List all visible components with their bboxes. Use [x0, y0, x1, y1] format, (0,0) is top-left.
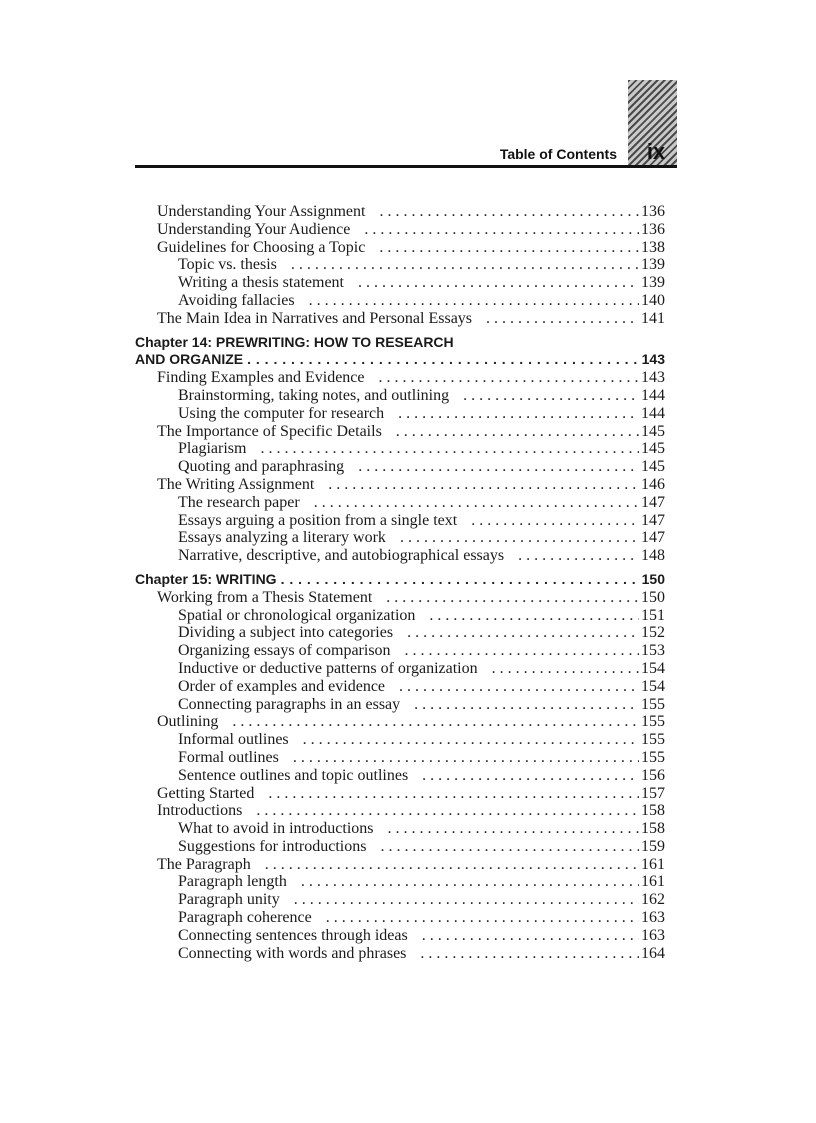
toc-subentry[interactable]: Connecting with words and phrases . . . 164 — [135, 945, 665, 963]
toc-chapter-14 — [135, 334, 665, 565]
toc-entry[interactable]: The Main Idea in Narratives and Personal Essays . . . 141 — [135, 310, 665, 328]
toc-subentry[interactable]: Topic vs. thesis . . . 139 — [135, 256, 665, 274]
toc-entry[interactable]: Outlining . . . 155 — [135, 713, 665, 731]
toc-entry[interactable]: Getting Started . . . 157 — [135, 785, 665, 803]
toc-entry[interactable]: The Importance of Specific Details . . . 145 — [135, 423, 665, 441]
chapter-15-heading[interactable]: Chapter 15: WRITING . . . 150 — [135, 571, 665, 589]
table-of-contents — [135, 203, 665, 968]
toc-subentry[interactable]: Paragraph unity . . . 162 — [135, 891, 665, 909]
toc-subentry[interactable]: Quoting and paraphrasing . . . 145 — [135, 458, 665, 476]
toc-subentry[interactable]: Connecting paragraphs in an essay . . . 155 — [135, 696, 665, 714]
toc-entry[interactable]: The Paragraph . . . 161 — [135, 856, 665, 874]
toc-subentry[interactable]: Narrative, descriptive, and autobiographical essays . . . 148 — [135, 547, 665, 565]
toc-entry[interactable]: The Writing Assignment . . . 146 — [135, 476, 665, 494]
toc-subentry[interactable]: Paragraph length . . . 161 — [135, 873, 665, 891]
toc-subentry[interactable]: Dividing a subject into categories . . . 152 — [135, 624, 665, 642]
page-number: ix — [646, 139, 666, 164]
toc-subentry[interactable]: Essays analyzing a literary work . . . 147 — [135, 529, 665, 547]
toc-entry[interactable]: Understanding Your Audience . . . 136 — [135, 221, 665, 239]
toc-entry[interactable]: Introductions . . . 158 — [135, 802, 665, 820]
chapter-14-title-line1[interactable]: Chapter 14: PREWRITING: HOW TO RESEARCH — [135, 333, 454, 350]
toc-subentry[interactable]: Organizing essays of comparison . . . 153 — [135, 642, 665, 660]
running-header-title: Table of Contents — [499, 146, 617, 162]
toc-subentry[interactable]: Brainstorming, taking notes, and outlining . . . 144 — [135, 387, 665, 405]
toc-subentry[interactable]: Inductive or deductive patterns of organization . . . 154 — [135, 660, 665, 678]
toc-section-continued — [135, 203, 665, 328]
toc-chapter-15 — [135, 571, 665, 963]
toc-subentry[interactable]: Connecting sentences through ideas . . . 163 — [135, 927, 665, 945]
toc-subentry[interactable]: Writing a thesis statement . . . 139 — [135, 274, 665, 292]
toc-entry[interactable]: Guidelines for Choosing a Topic . . . 138 — [135, 239, 665, 257]
toc-subentry[interactable]: Suggestions for introductions . . . 159 — [135, 838, 665, 856]
toc-subentry[interactable]: Order of examples and evidence . . . 154 — [135, 678, 665, 696]
toc-subentry[interactable]: Essays arguing a position from a single text . . . 147 — [135, 512, 665, 530]
toc-subentry[interactable]: The research paper . . . 147 — [135, 494, 665, 512]
toc-subentry[interactable]: Paragraph coherence . . . 163 — [135, 909, 665, 927]
toc-subentry[interactable]: Avoiding fallacies . . . 140 — [135, 292, 665, 310]
header-rule — [135, 165, 677, 168]
toc-entry[interactable]: Working from a Thesis Statement . . . 150 — [135, 589, 665, 607]
toc-entry[interactable]: Finding Examples and Evidence . . . 143 — [135, 369, 665, 387]
toc-subentry[interactable]: Informal outlines . . . 155 — [135, 731, 665, 749]
toc-subentry[interactable]: Sentence outlines and topic outlines . . . 156 — [135, 767, 665, 785]
toc-subentry[interactable]: Spatial or chronological organization . . . 151 — [135, 607, 665, 625]
toc-entry[interactable]: Understanding Your Assignment . . . 136 — [135, 203, 665, 221]
chapter-14-heading[interactable]: AND ORGANIZE . . . 143 — [135, 351, 665, 369]
toc-subentry[interactable]: Plagiarism . . . 145 — [135, 440, 665, 458]
toc-subentry[interactable]: Using the computer for research . . . 144 — [135, 405, 665, 423]
toc-subentry[interactable]: Formal outlines . . . 155 — [135, 749, 665, 767]
toc-subentry[interactable]: What to avoid in introductions . . . 158 — [135, 820, 665, 838]
